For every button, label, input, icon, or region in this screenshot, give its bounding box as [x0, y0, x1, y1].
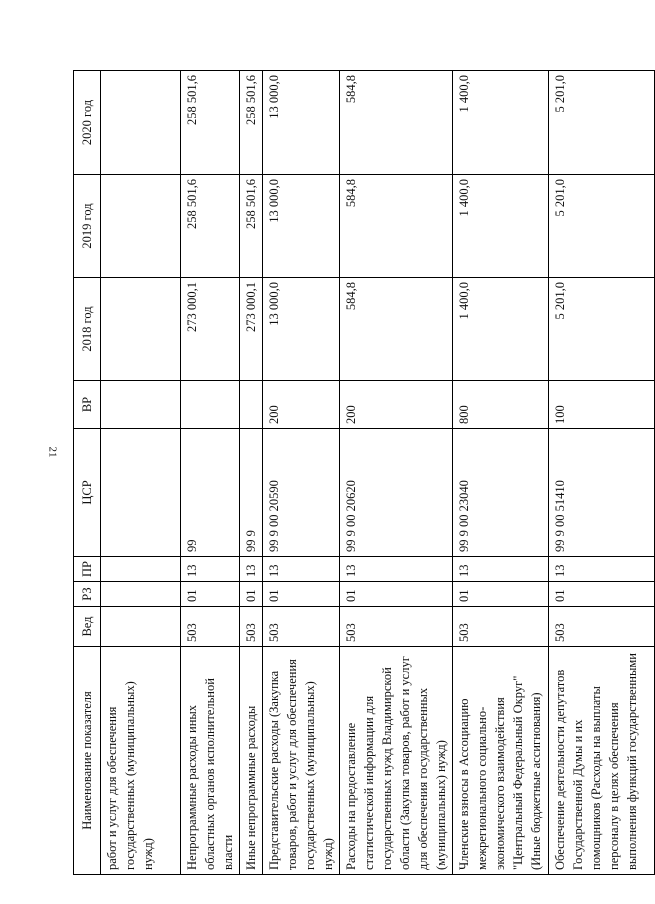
row-name: работ и услуг для обеспечения государственных (муниципальных) нужд) — [101, 647, 181, 875]
row-pr: 13 — [240, 557, 263, 582]
row-2020: 584,8 — [340, 71, 453, 175]
row-rz: 01 — [340, 582, 453, 607]
row-2020 — [101, 71, 181, 175]
row-csr: 99 9 00 51410 — [549, 429, 655, 557]
row-2019: 258 501,6 — [181, 175, 240, 278]
row-2020: 258 501,6 — [181, 71, 240, 175]
row-ved: 503 — [340, 607, 453, 647]
row-ved: 503 — [263, 607, 340, 647]
budget-table-container — [73, 71, 639, 875]
row-pr: 13 — [181, 557, 240, 582]
row-pr: 13 — [549, 557, 655, 582]
row-2018: 1 400,0 — [453, 278, 549, 381]
row-2020: 1 400,0 — [453, 71, 549, 175]
table-row — [340, 71, 453, 875]
row-vr: 100 — [549, 381, 655, 429]
header-rz: РЗ — [74, 582, 101, 607]
table-row — [101, 71, 181, 875]
page-number: 21 — [46, 446, 58, 458]
budget-table — [73, 70, 655, 875]
row-csr: 99 — [181, 429, 240, 557]
table-row — [240, 71, 263, 875]
row-pr: 13 — [453, 557, 549, 582]
row-2018: 273 000,1 — [240, 278, 263, 381]
header-2020: 2020 год — [74, 71, 101, 175]
row-rz: 01 — [181, 582, 240, 607]
row-2020: 13 000,0 — [263, 71, 340, 175]
row-2020: 5 201,0 — [549, 71, 655, 175]
table-row — [549, 71, 655, 875]
header-vr: ВР — [74, 381, 101, 429]
row-vr: 200 — [263, 381, 340, 429]
header-pr: ПР — [74, 557, 101, 582]
row-vr — [240, 381, 263, 429]
row-2019: 258 501,6 — [240, 175, 263, 278]
header-2018: 2018 год — [74, 278, 101, 381]
row-name: Расходы на предоставление статистической информации для государственных нужд Владимирской области (Закупка товаров, работ и услуг для обеспечения государственных (муниципальных) нужд) — [340, 647, 453, 875]
row-ved — [101, 607, 181, 647]
row-pr — [101, 557, 181, 582]
row-name: Непрограммные расходы иных областных органов исполнительной власти — [181, 647, 240, 875]
row-rz: 01 — [263, 582, 340, 607]
row-2020: 258 501,6 — [240, 71, 263, 175]
row-2018: 273 000,1 — [181, 278, 240, 381]
row-rz: 01 — [240, 582, 263, 607]
row-ved: 503 — [549, 607, 655, 647]
row-2019: 1 400,0 — [453, 175, 549, 278]
header-ved: Вед — [74, 607, 101, 647]
row-rz — [101, 582, 181, 607]
row-2018: 5 201,0 — [549, 278, 655, 381]
row-vr — [181, 381, 240, 429]
row-rz: 01 — [453, 582, 549, 607]
row-csr: 99 9 00 20620 — [340, 429, 453, 557]
row-ved: 503 — [240, 607, 263, 647]
row-2019: 5 201,0 — [549, 175, 655, 278]
row-2018: 584,8 — [340, 278, 453, 381]
table-row — [453, 71, 549, 875]
row-csr: 99 9 00 23040 — [453, 429, 549, 557]
row-2018: 13 000,0 — [263, 278, 340, 381]
row-name: Иные непрограммные расходы — [240, 647, 263, 875]
header-2019: 2019 год — [74, 175, 101, 278]
header-row — [74, 71, 101, 875]
row-csr: 99 9 00 20590 — [263, 429, 340, 557]
row-2019: 13 000,0 — [263, 175, 340, 278]
row-pr: 13 — [263, 557, 340, 582]
row-2019: 584,8 — [340, 175, 453, 278]
row-vr — [101, 381, 181, 429]
row-ved: 503 — [453, 607, 549, 647]
row-name: Обеспечение деятельности депутатов Государственной Думы и их помощников (Расходы на выплаты персоналу в целях обеспечения выполнения функций государственными — [549, 647, 655, 875]
row-vr: 200 — [340, 381, 453, 429]
header-csr: ЦСР — [74, 429, 101, 557]
table-row — [181, 71, 240, 875]
row-pr: 13 — [340, 557, 453, 582]
row-rz: 01 — [549, 582, 655, 607]
row-2019 — [101, 175, 181, 278]
row-2018 — [101, 278, 181, 381]
row-name: Представительские расходы (Закупка товаров, работ и услуг для обеспечения государственных (муниципальных) нужд) — [263, 647, 340, 875]
row-csr — [101, 429, 181, 557]
row-vr: 800 — [453, 381, 549, 429]
row-name: Членские взносы в Ассоциацию межрегионального социально-экономического взаимодействия "Центральный Федеральный Округ" (Иные бюджетные ассигнования) — [453, 647, 549, 875]
table-row — [263, 71, 340, 875]
row-ved: 503 — [181, 607, 240, 647]
header-name: Наименование показателя — [74, 647, 101, 875]
row-csr: 99 9 — [240, 429, 263, 557]
